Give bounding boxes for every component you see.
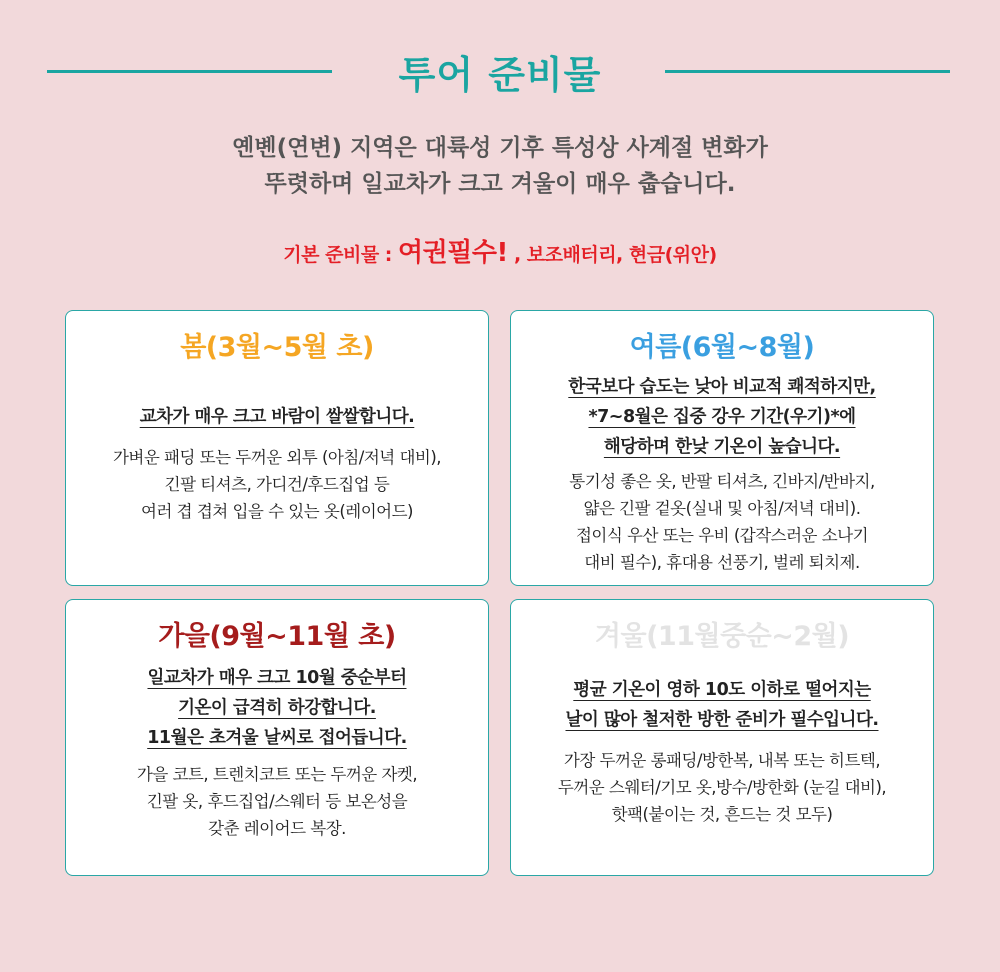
basic-items-rest: , 보조배터리, 현금(위안) — [507, 244, 717, 266]
header-divider-left — [47, 70, 332, 73]
season-details — [66, 761, 488, 842]
season-summary — [147, 663, 407, 753]
season-title: 여름(6월~8월) — [629, 332, 815, 363]
season-card-autumn — [65, 599, 489, 876]
intro-line: 뚜렷하며 일교차가 크고 겨울이 매우 춥습니다. — [264, 171, 736, 197]
summary-line: 평균 기온이 영하 10도 이하로 떨어지는 — [573, 680, 871, 700]
detail-line: 여러 겹 겹쳐 입을 수 있는 옷(레이어드) — [141, 502, 413, 521]
season-details — [66, 444, 488, 525]
season-details — [511, 747, 933, 828]
season-summary — [568, 372, 875, 462]
season-summary — [140, 402, 415, 432]
detail-line: 접이식 우산 또는 우비 (갑작스러운 소나기 — [575, 526, 869, 545]
summary-line: 해당하며 한낮 기온이 높습니다. — [603, 437, 841, 457]
basic-items — [0, 232, 1000, 269]
intro-text — [0, 130, 1000, 202]
season-card-summer — [510, 310, 934, 586]
season-details — [511, 468, 933, 576]
passport-required: 여권필수! — [398, 238, 508, 268]
detail-line: 두꺼운 스웨터/기모 옷,방수/방한화 (눈길 대비), — [557, 778, 887, 797]
detail-line: 가장 두꺼운 롱패딩/방한복, 내복 또는 히트텍, — [563, 751, 881, 770]
season-card-winter — [510, 599, 934, 876]
detail-line: 가을 코트, 트렌치코트 또는 두꺼운 자켓, — [136, 765, 418, 784]
summary-line: 한국보다 습도는 낮아 비교적 쾌적하지만, — [568, 377, 876, 397]
season-title: 가을(9월~11월 초) — [158, 621, 396, 652]
summary-line: 날이 많아 철저한 방한 준비가 필수입니다. — [565, 710, 879, 730]
detail-line: 갖춘 레이어드 복장. — [208, 819, 346, 838]
detail-line: 긴팔 옷, 후드집업/스웨터 등 보온성을 — [146, 792, 408, 811]
page-title: 투어 준비물 — [398, 53, 602, 97]
header-divider-right — [665, 70, 950, 73]
summary-line: 교차가 매우 크고 바람이 쌀쌀합니다. — [139, 407, 415, 427]
detail-line: 대비 필수), 휴대용 선풍기, 벌레 퇴치제. — [584, 553, 860, 572]
summary-line: 기온이 급격히 하강합니다. — [178, 698, 376, 718]
basic-items-label: 기본 준비물 : — [283, 244, 399, 266]
detail-line: 긴팔 티셔츠, 가디건/후드집업 등 — [164, 475, 390, 494]
season-title: 봄(3월~5월 초) — [180, 332, 374, 363]
detail-line: 얇은 긴팔 겉옷(실내 및 아침/저녁 대비). — [583, 499, 861, 518]
summary-line: *7~8월은 집중 강우 기간(우기)*에 — [588, 407, 856, 427]
season-summary — [566, 675, 879, 735]
detail-line: 가벼운 패딩 또는 두꺼운 외투 (아침/저녁 대비), — [112, 448, 442, 467]
detail-line: 통기성 좋은 옷, 반팔 티셔츠, 긴바지/반바지, — [569, 472, 875, 491]
summary-line: 일교차가 매우 크고 10월 중순부터 — [147, 668, 407, 688]
summary-line: 11월은 초겨울 날씨로 접어듭니다. — [147, 728, 407, 748]
intro-line: 옌볜(연변) 지역은 대륙성 기후 특성상 사계절 변화가 — [232, 135, 768, 161]
page-header — [0, 40, 1000, 100]
detail-line: 핫팩(붙이는 것, 흔드는 것 모두) — [611, 805, 833, 824]
season-card-spring — [65, 310, 489, 586]
season-title: 겨울(11월중순~2월) — [594, 621, 850, 652]
